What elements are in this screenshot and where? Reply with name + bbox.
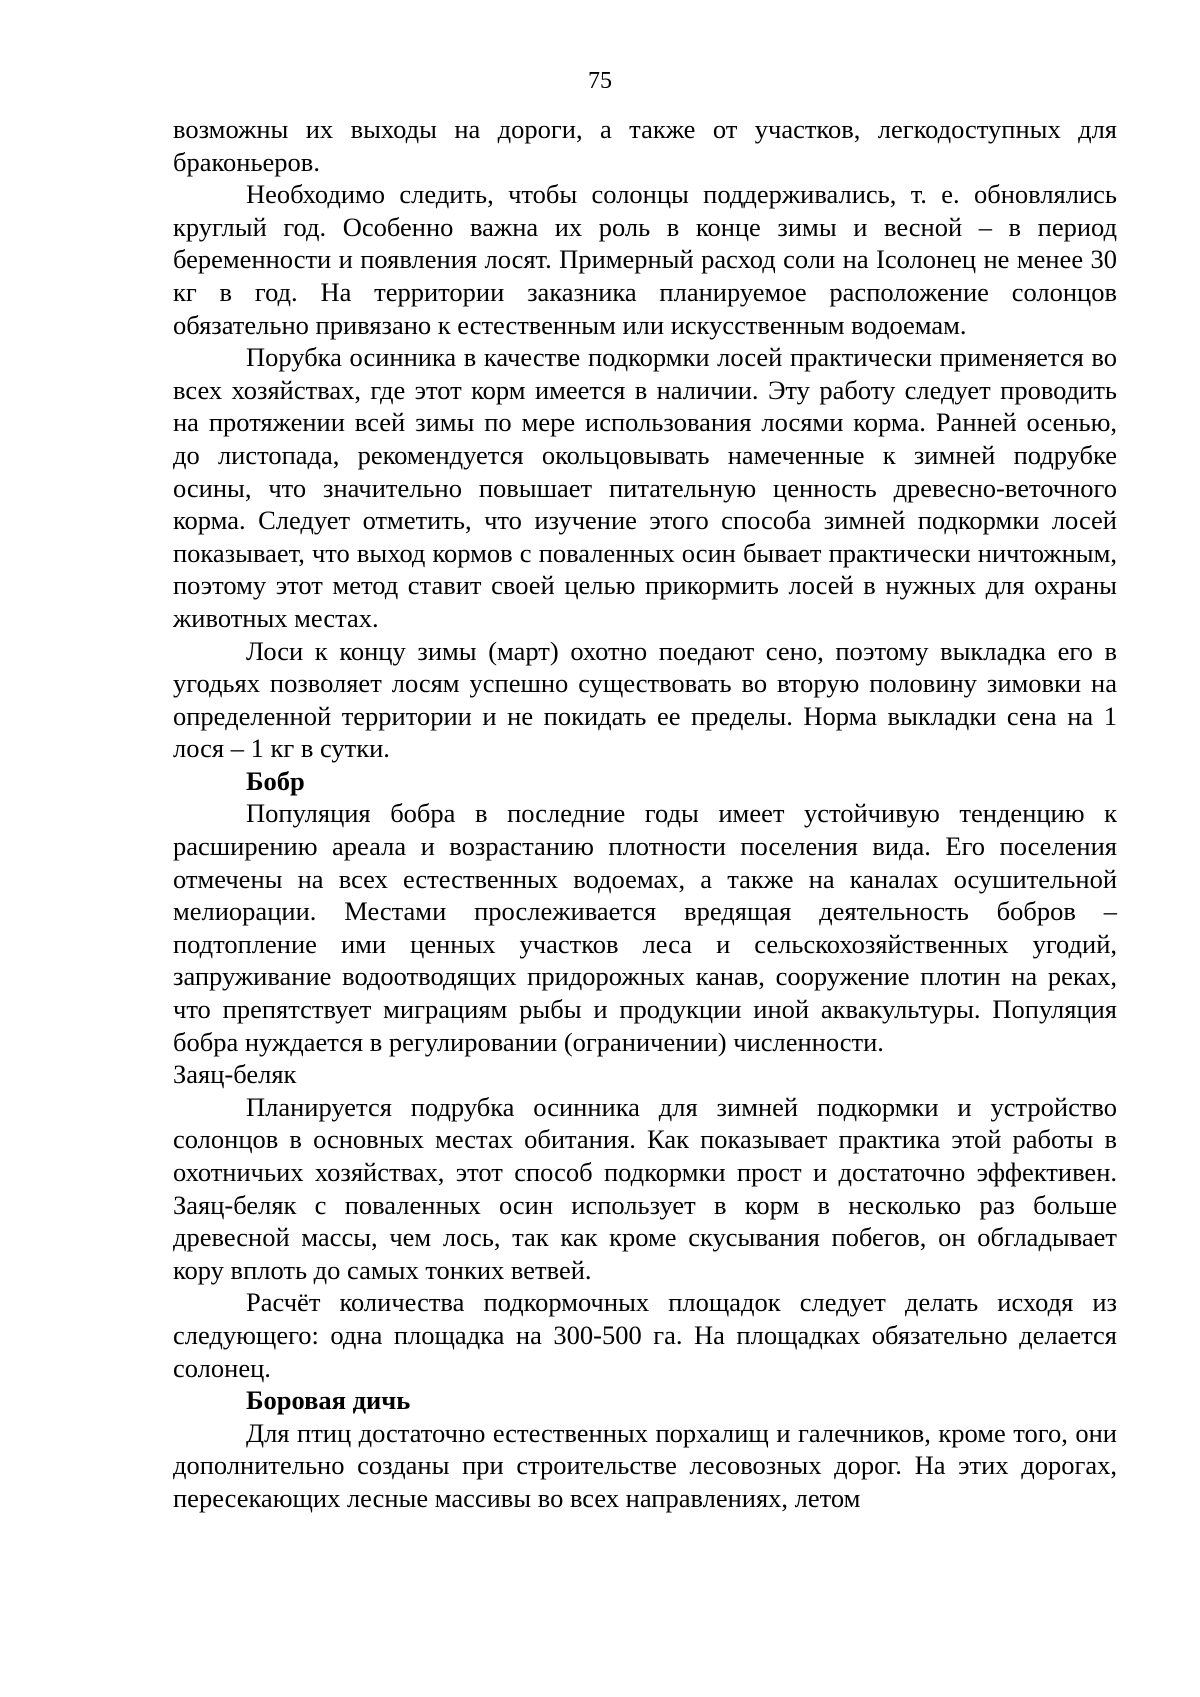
paragraph-aspen-cutting: Порубка осинника в качестве подкормки лосей практически применяется во всех хозяйствах, где этот корм имеется в наличии. Эту работу следует проводить на протяжении всей зимы по мере использования лосями корма. Ранней осенью, до листопада, рекомендуется окольцовывать намеченные к зимней подрубке осины, что значительно повышает питательную ценность древесно-веточного корма. Следует отметить, что изучение этого способа зимней подкормки лосей показывает, что выход кормов с поваленных осин бывает практически ничтожным, поэтому этот метод ставит своей целью прикормить лосей в нужных для охраны животных местах. — [173, 342, 1117, 633]
page-number: 75 — [588, 68, 612, 94]
heading-hare: Заяц-беляк — [173, 1059, 297, 1090]
paragraph-hare-feeding: Планируется подрубка осинника для зимней подкормки и устройство солонцов в основных местах обитания. Как показывает практика этой работы в охотничьих хозяйствах, этот способ подкормки прост и достаточно эффективен. Заяц-беляк с поваленных осин использует в корм в несколько раз больше древесной массы, чем лось, так как кроме скусывания побегов, он обгладывает кору вплоть до самых тонких ветвей. — [173, 1091, 1117, 1285]
paragraph-salt-licks: Необходимо следить, чтобы солонцы поддерживались, т. е. обновлялись круглый год. Особенно важна их роль в конце зимы и весной – в период беременности и появления лосят. Примерный расход соли на Iсолонец не менее 30 кг в год. На территории заказника планируемое расположение солонцов обязательно привязано к естественным или искусственным водоемам. — [173, 179, 1117, 340]
heading-beaver: Бобр — [246, 765, 305, 796]
paragraph-roads-continuation: возможны их выходы на дороги, а также от участков, легкодоступных для браконьеров. — [173, 114, 1117, 177]
document-body — [173, 113, 1117, 1515]
paragraph-birds: Для птиц достаточно естественных порхалищ и галечников, кроме того, они дополнительно созданы при строительстве лесовозных дорог. На этих дорогах, пересекающих лесные массивы во всех направлениях, летом — [173, 1417, 1117, 1513]
heading-forest-game: Боровая дичь — [246, 1385, 411, 1416]
paragraph-feeding-sites: Расчёт количества подкормочных площадок следует делать исходя из следующего: одна площадка на 300-500 га. На площадках обязательно делается солонец. — [173, 1287, 1117, 1383]
paragraph-hay-feeding: Лоси к концу зимы (март) охотно поедают сено, поэтому выкладка его в угодьях позволяет лосям успешно существовать во вторую половину зимовки на определенной территории и не покидать ее пределы. Норма выкладки сена на 1 лося – 1 кг в сутки. — [173, 635, 1117, 764]
paragraph-beaver: Популяция бобра в последние годы имеет устойчивую тенденцию к расширению ареала и возрастанию плотности поселения вида. Его поселения отмечены на всех естественных водоемах, а также на каналах осушительной мелиорации. Местами прослеживается вредящая деятельность бобров – подтопление ими ценных участков леса и сельскохозяйственных угодий, запруживание водоотводящих придорожных канав, сооружение плотин на реках, что препятствует миграциям рыбы и продукции иной аквакультуры. Популяция бобра нуждается в регулировании (ограничении) численности. — [173, 798, 1117, 1057]
